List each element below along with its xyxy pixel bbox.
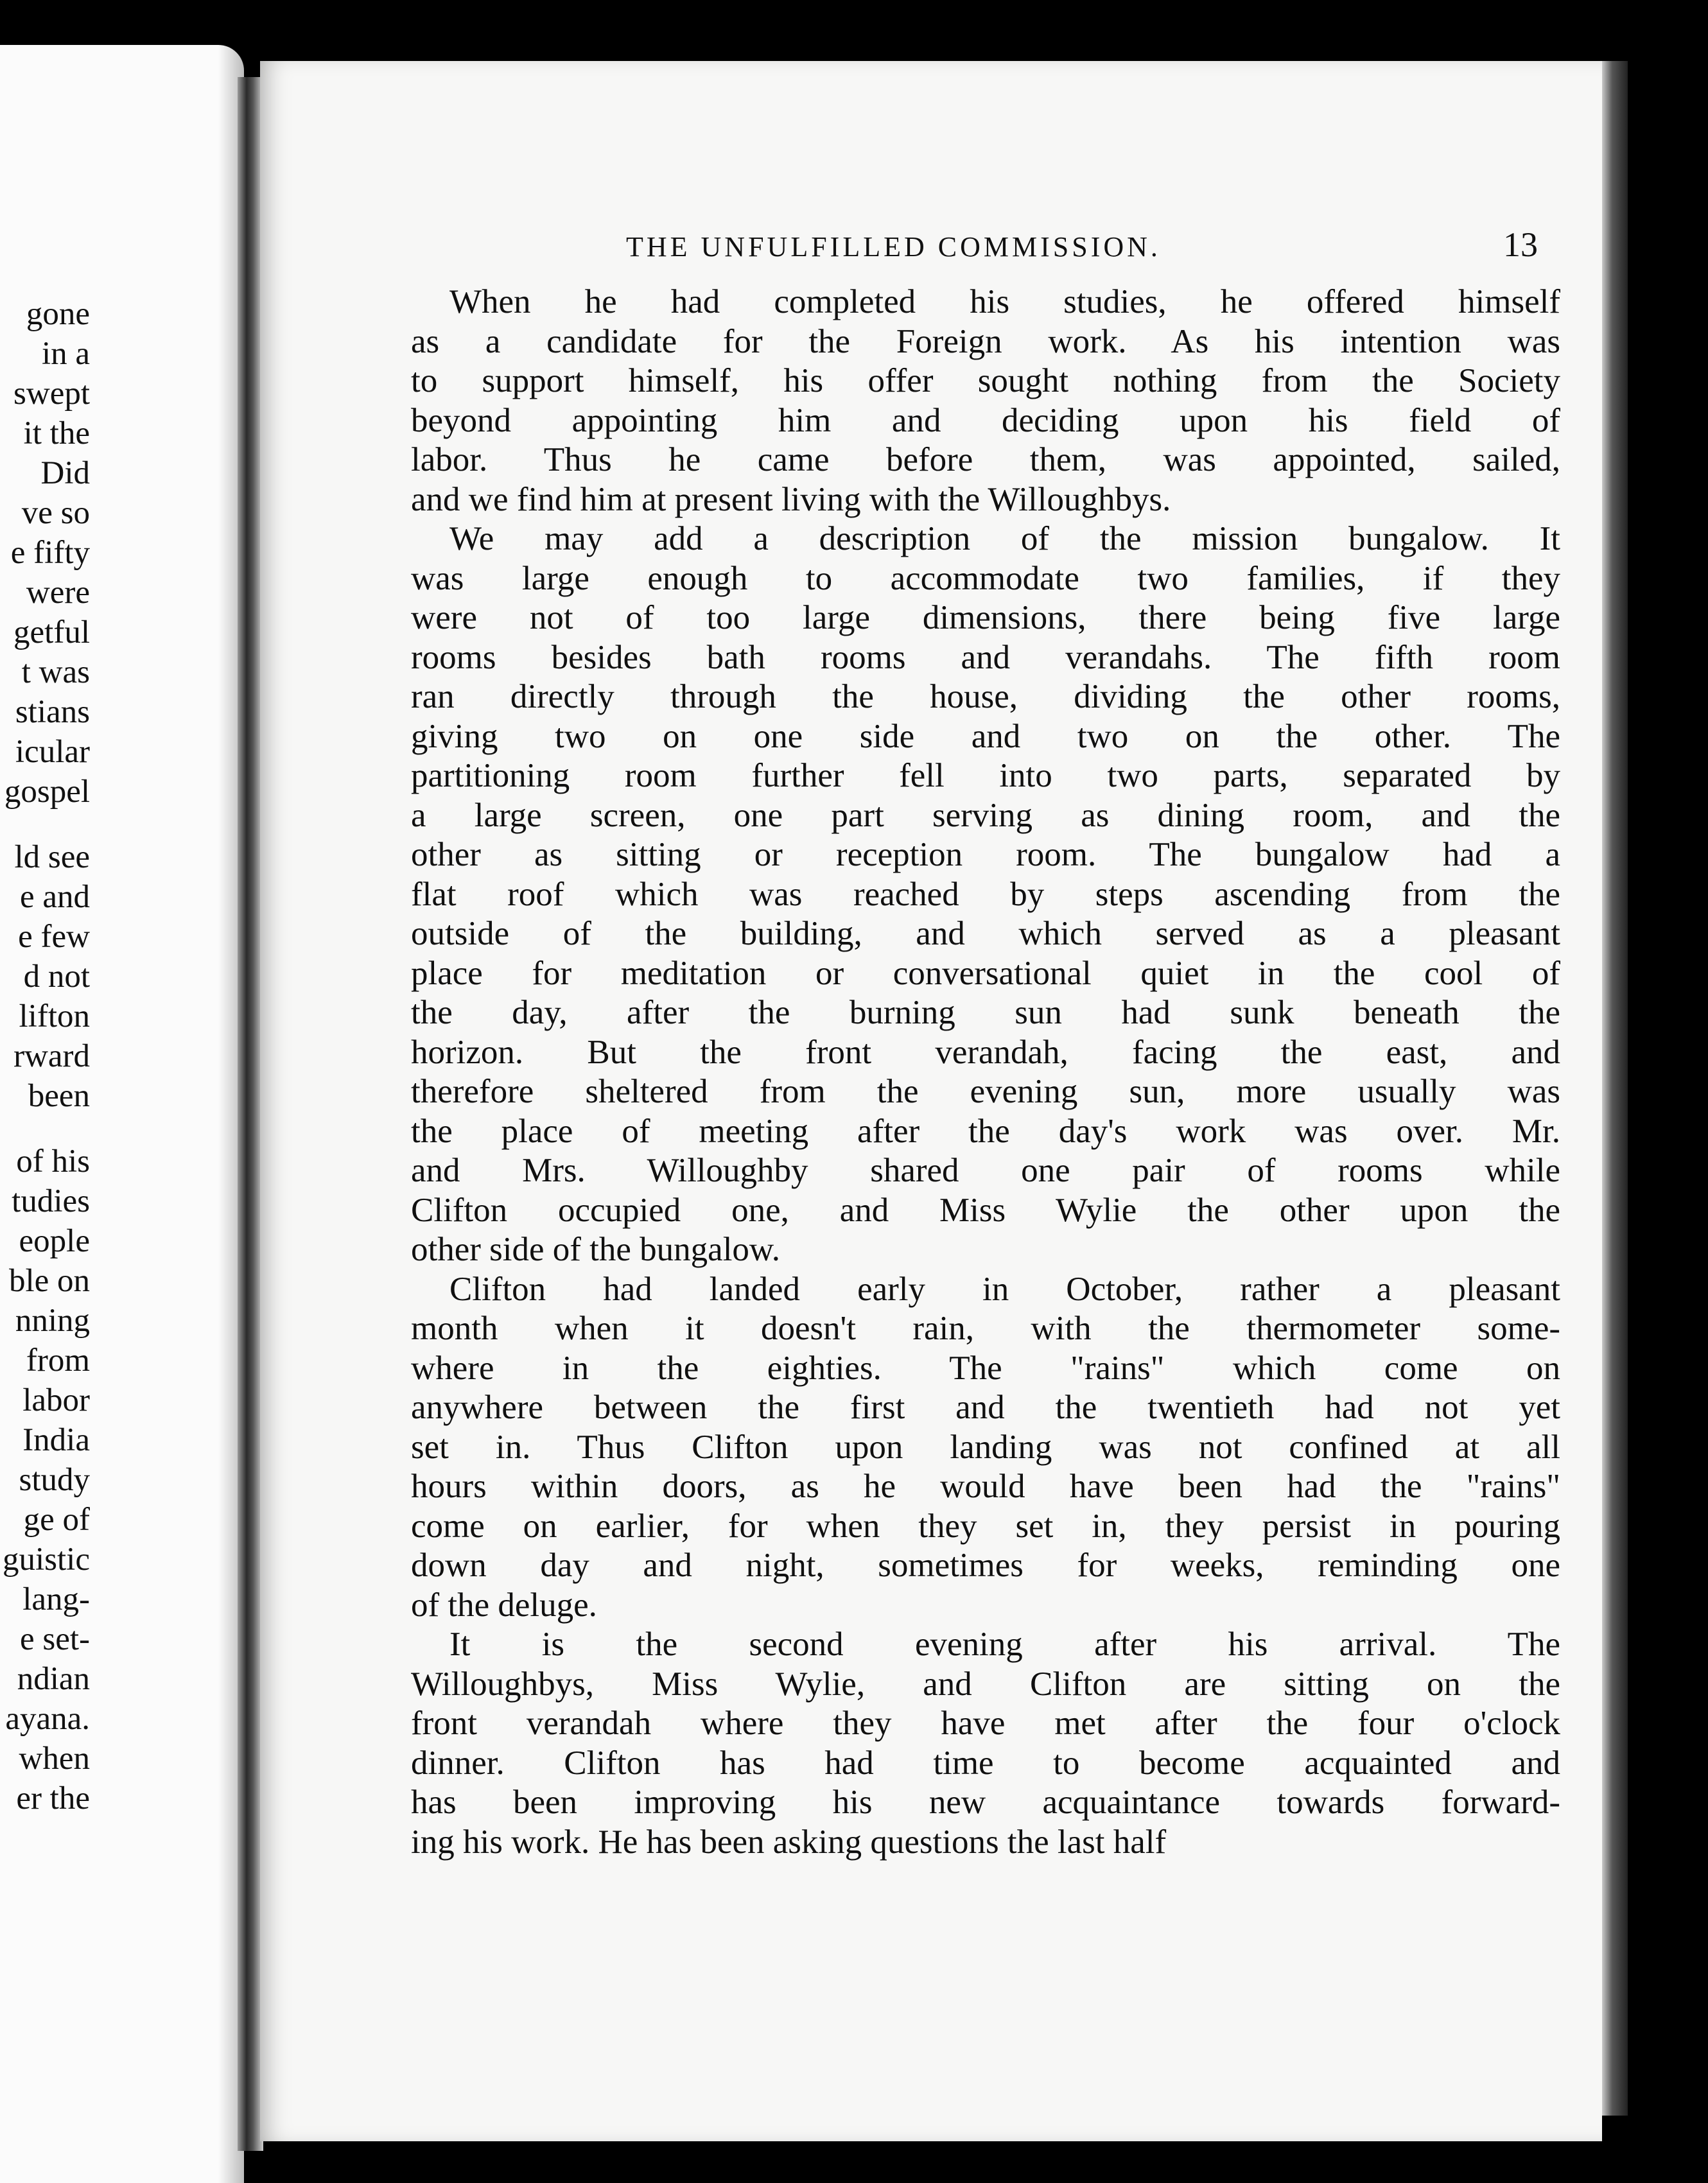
left-page-fragment: from [26, 1343, 90, 1379]
left-page-fragment: were [26, 575, 90, 611]
paragraph [411, 1270, 1560, 1626]
left-page-fragment: tudies [12, 1183, 90, 1219]
left-page-fragment: ayana. [5, 1701, 90, 1737]
text-line: Willoughbys, Miss Wylie, and Clifton are sitting on the [411, 1665, 1560, 1703]
text-line: We may add a description of the mission bungalow. It [449, 520, 1560, 557]
left-facing-page [0, 45, 244, 2183]
left-page-fragment: in a [41, 336, 90, 372]
text-line: flat roof which was reached by steps ascending from the [411, 875, 1560, 913]
paragraph [411, 283, 1560, 519]
text-line: of the deluge. [411, 1586, 597, 1624]
left-page-fragment: of his [16, 1144, 90, 1179]
left-page-fragment: nning [15, 1303, 90, 1339]
left-page-fragment: study [19, 1462, 90, 1498]
right-page [260, 61, 1602, 2141]
text-line: month when it doesn't rain, with the thermometer some- [411, 1310, 1560, 1347]
text-line: a large screen, one part serving as dining room, and the [411, 796, 1560, 834]
page-number: 13 [1503, 225, 1538, 264]
left-page-fragment: when [19, 1741, 90, 1777]
paragraph [411, 519, 1560, 1270]
text-line: therefore sheltered from the evening sun, more usually was [411, 1073, 1560, 1110]
text-line: Clifton had landed early in October, rather a pleasant [449, 1270, 1560, 1308]
body-text [411, 283, 1560, 1862]
left-page-fragment: stians [15, 694, 90, 730]
text-line: rooms besides bath rooms and verandahs. The fifth room [411, 638, 1560, 676]
text-line: the day, after the burning sun had sunk beneath the [411, 994, 1560, 1031]
text-line: front verandah where they have met after the four o'clock [411, 1705, 1560, 1742]
left-page-fragment: it the [23, 415, 90, 451]
text-line: has been improving his new acquaintance towards forward- [411, 1784, 1560, 1821]
left-page-fragment: ble on [8, 1263, 90, 1299]
left-page-fragment: guistic [3, 1542, 90, 1578]
left-page-fragment: labor [22, 1382, 90, 1418]
left-page-fragment: gospel [4, 774, 90, 810]
text-line: where in the eighties. The "rains" which come on [411, 1349, 1560, 1387]
text-line: hours within doors, as he would have been had the "rains" [411, 1468, 1560, 1505]
left-page-fragment: lifton [19, 998, 90, 1034]
text-line: partitioning room further fell into two parts, separated by [411, 757, 1560, 794]
left-page-fragment: e and [19, 879, 90, 915]
text-line: place for meditation or conversational quiet in the cool of [411, 954, 1560, 992]
left-page-fragment: rward [13, 1038, 90, 1074]
text-line: and Mrs. Willoughby shared one pair of rooms while [411, 1152, 1560, 1189]
left-page-text-fragments [3, 294, 90, 1818]
running-title: THE UNFULFILLED COMMISSION. [626, 231, 1161, 263]
left-page-fragment: eople [19, 1223, 90, 1259]
left-page-fragment: gone [26, 296, 90, 332]
left-page-fragment: ndian [17, 1661, 90, 1697]
text-line: ing his work. He has been asking questions the last half [411, 1823, 1167, 1861]
text-line: down day and night, sometimes for weeks, reminding one [411, 1547, 1560, 1584]
text-line: Clifton occupied one, and Miss Wylie the other upon the [411, 1191, 1560, 1229]
running-head [626, 225, 1538, 265]
left-page-fragment: ld see [14, 839, 90, 875]
left-page-fragment: India [22, 1422, 90, 1458]
text-line: When he had completed his studies, he offered himself [449, 283, 1560, 320]
text-line: the place of meeting after the day's work was over. Mr. [411, 1112, 1560, 1150]
left-page-fragment: getful [13, 614, 90, 650]
text-line: horizon. But the front verandah, facing the east, and [411, 1033, 1560, 1071]
book-spine [238, 77, 263, 2151]
left-page-fragment: e set- [19, 1621, 90, 1657]
left-page-fragment: swept [13, 376, 90, 412]
left-page-fragment: e fifty [10, 535, 90, 571]
text-line: beyond appointing him and deciding upon his field of [411, 401, 1560, 439]
left-page-fragment: Did [40, 455, 90, 491]
left-page-fragment: d not [23, 959, 90, 995]
text-line: It is the second evening after his arrival. The [449, 1626, 1560, 1663]
text-line: labor. Thus he came before them, was appointed, sailed, [411, 441, 1560, 478]
text-line: set in. Thus Clifton upon landing was not confined at all [411, 1428, 1560, 1466]
text-line: outside of the building, and which served as a pleasant [411, 915, 1560, 952]
text-line: as a candidate for the Foreign work. As his intention was [411, 322, 1560, 360]
text-line: was large enough to accommodate two families, if they [411, 559, 1560, 597]
text-line: come on earlier, for when they set in, they persist in pouring [411, 1507, 1560, 1545]
text-line: to support himself, his offer sought nothing from the Society [411, 362, 1560, 399]
left-page-fragment [3, 1116, 90, 1142]
text-line: ran directly through the house, dividing the other rooms, [411, 678, 1560, 715]
left-page-fragment: t was [21, 654, 90, 690]
page-edge [1602, 61, 1628, 2116]
left-page-fragment: er the [16, 1780, 90, 1816]
left-page-fragment: e few [18, 919, 90, 955]
left-page-fragment: lang- [22, 1581, 90, 1617]
left-page-fragment: ve so [21, 495, 90, 531]
text-line: other side of the bungalow. [411, 1231, 781, 1268]
left-page-fragment: icular [15, 734, 90, 770]
text-line: dinner. Clifton has had time to become acquainted and [411, 1744, 1560, 1782]
text-line: anywhere between the first and the twentieth had not yet [411, 1389, 1560, 1426]
text-line: were not of too large dimensions, there being five large [411, 599, 1560, 636]
text-line: and we find him at present living with the Willoughbys. [411, 480, 1171, 518]
left-page-fragment: been [28, 1078, 90, 1114]
left-page-fragment [3, 812, 90, 837]
text-line: other as sitting or reception room. The bungalow had a [411, 836, 1560, 873]
text-line: giving two on one side and two on the other. The [411, 717, 1560, 755]
left-page-fragment: ge of [23, 1502, 90, 1538]
paragraph [411, 1625, 1560, 1862]
